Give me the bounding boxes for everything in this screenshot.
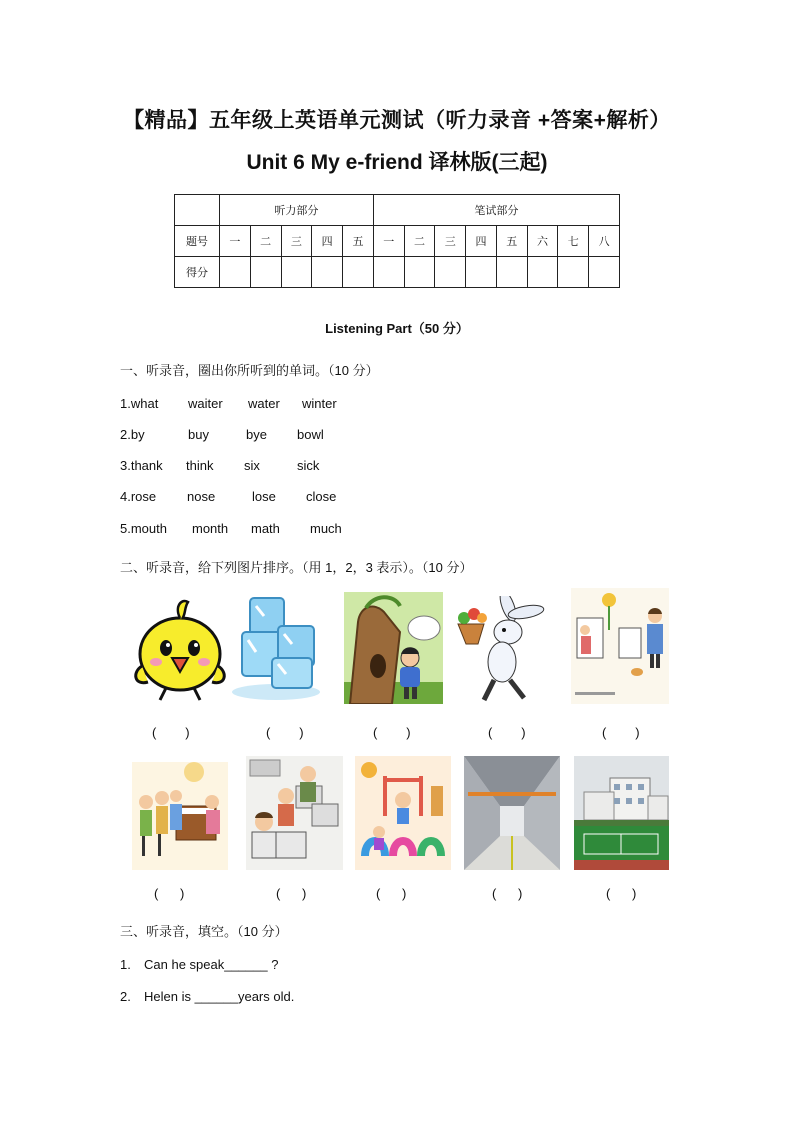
score-cell[interactable] [435,257,466,288]
score-cell[interactable] [527,257,558,288]
word-option[interactable]: lose [252,489,276,504]
answer-paren[interactable]: ( ) [606,886,637,901]
score-cell[interactable] [404,257,435,288]
word-option[interactable]: 5.mouth [120,521,167,536]
score-cell[interactable] [343,257,374,288]
question-number: 四 [466,226,497,257]
section3-heading: 三、听录音，填空。（10 分） [120,924,288,939]
word-row-5 [120,521,520,539]
answer-paren[interactable]: ( ) [266,725,304,740]
score-cell[interactable] [558,257,589,288]
word-option[interactable]: bye [246,427,267,442]
word-option[interactable]: think [186,458,214,473]
answer-paren[interactable]: ( ) [492,886,523,901]
question-number: 三 [435,226,466,257]
title-line-1: 【精品】五年级上英语单元测试（听力录音 +答案+解析） [123,109,671,132]
section2-heading: 二、听录音，给下列图片排序。（用 1，2，3 表示）。（10 分） [120,560,473,575]
tree-hole-image [344,592,443,704]
score-cell[interactable] [281,257,312,288]
listening-part-title: Listening Part（50 分） [325,321,469,336]
word-option[interactable]: much [310,521,342,536]
word-option[interactable]: 3.thank [120,458,163,473]
answer-paren[interactable]: ( ) [373,725,411,740]
word-option[interactable]: six [244,458,260,473]
question-number: 一 [220,226,251,257]
answer-paren[interactable]: ( ) [152,725,190,740]
chick-image [132,592,230,704]
school-playground-image [574,756,669,870]
question-number: 二 [404,226,435,257]
factory-hall-image [464,756,560,870]
word-row-3 [120,458,520,476]
question-number: 二 [250,226,281,257]
word-option[interactable]: month [192,521,229,536]
word-option[interactable]: 1.what [120,396,159,411]
answer-paren[interactable]: ( ) [154,886,185,901]
word-option[interactable]: winter [302,396,337,411]
score-cell[interactable] [466,257,497,288]
title-line-2: Unit 6 My e-friend 译林版(三起) [246,151,548,174]
section1-heading: 一、听录音，圈出你所听到的单词。（10 分） [120,363,379,378]
question-number: 三 [281,226,312,257]
word-option[interactable]: buy [188,427,209,442]
ice-cubes-image [228,592,324,704]
word-row-4 [120,489,520,507]
word-option[interactable]: math [251,521,280,536]
score-cell[interactable] [250,257,281,288]
question-number: 一 [373,226,404,257]
question-number: 七 [558,226,589,257]
row-label-score: 得分 [175,257,220,288]
written-part-header: 笔试部分 [373,195,619,226]
word-option[interactable]: sick [297,458,320,473]
score-cell[interactable] [312,257,343,288]
playground-toys-image [355,756,451,870]
item-text[interactable]: Helen is ______years old. [144,989,295,1004]
word-row-2 [120,427,520,445]
question-number: 四 [312,226,343,257]
answer-paren[interactable]: ( ) [276,886,307,901]
table-corner [175,195,220,226]
item-text[interactable]: Can he speak______ ? [144,957,279,972]
question-number: 八 [589,226,620,257]
item-number: 1. [120,957,131,972]
score-cell[interactable] [373,257,404,288]
score-cell[interactable] [220,257,251,288]
answer-paren[interactable]: ( ) [376,886,407,901]
score-table [174,194,620,288]
answer-paren[interactable]: ( ) [602,725,640,740]
word-option[interactable]: close [306,489,337,504]
question-number: 五 [496,226,527,257]
word-option[interactable]: 2.by [120,427,145,442]
rabbit-image [454,596,546,704]
music-class-image [132,762,228,870]
word-option[interactable]: nose [187,489,216,504]
word-option[interactable]: bowl [297,427,324,442]
row-label-number: 题号 [175,226,220,257]
question-number: 六 [527,226,558,257]
listening-part-header: 听力部分 [220,195,374,226]
computer-room-image [246,756,343,870]
score-cell[interactable] [496,257,527,288]
question-number: 五 [343,226,374,257]
score-cell[interactable] [589,257,620,288]
answer-paren[interactable]: ( ) [488,725,526,740]
word-option[interactable]: waiter [188,396,223,411]
item-number: 2. [120,989,131,1004]
word-option[interactable]: 4.rose [120,489,157,504]
painting-class-image [571,588,669,704]
word-row-1 [120,396,520,414]
word-option[interactable]: water [248,396,280,411]
